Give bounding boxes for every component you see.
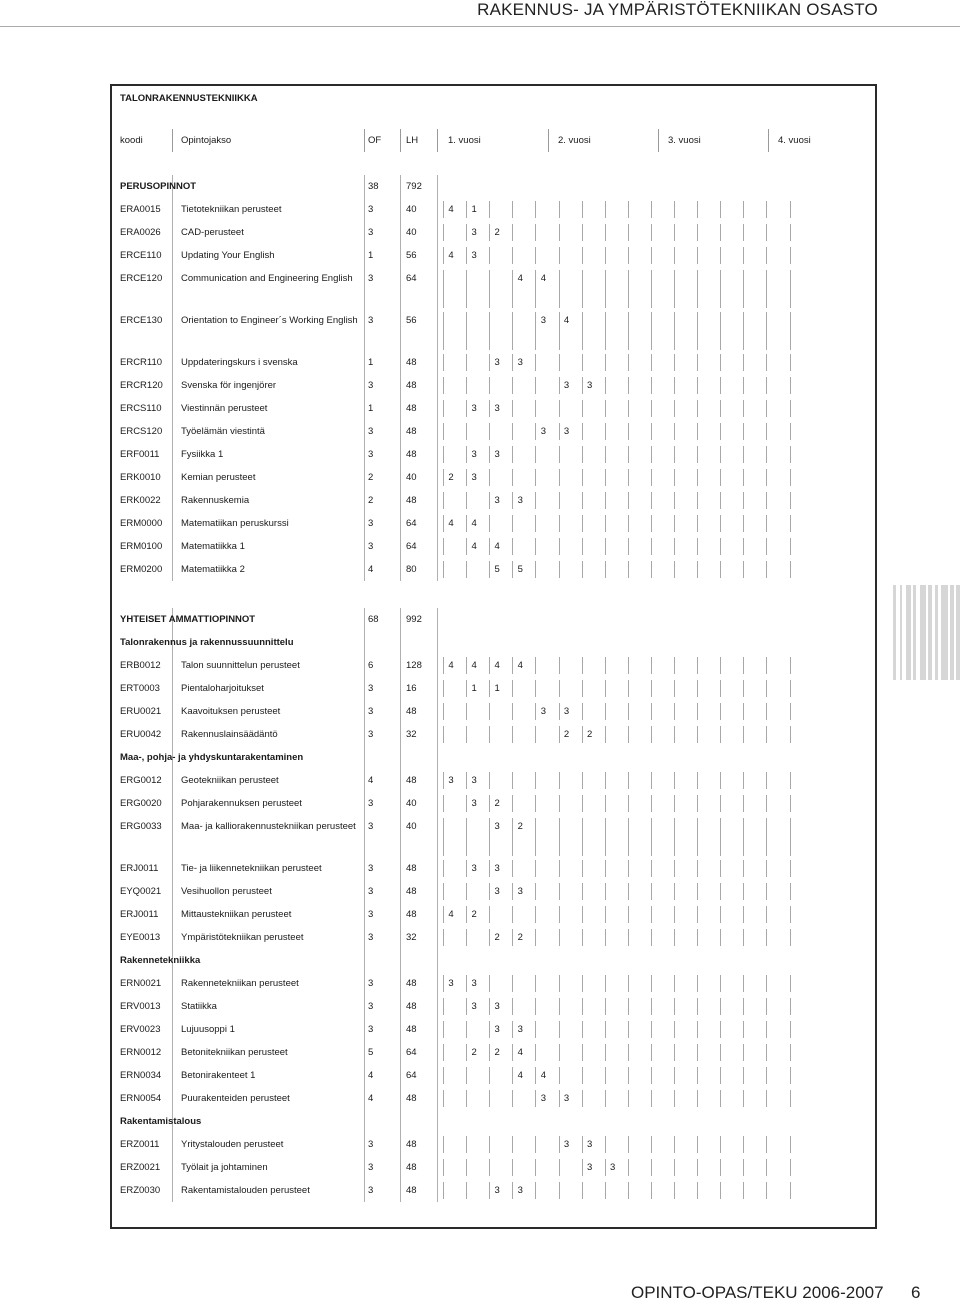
section-total-lh: 792 xyxy=(406,181,422,192)
credits-of: 4 xyxy=(368,1070,374,1081)
credits-of: 3 xyxy=(368,729,374,740)
table-row xyxy=(110,1133,877,1156)
year-credit: 3 xyxy=(471,1001,477,1012)
contact-hours: 48 xyxy=(406,1162,417,1173)
year-credit: 3 xyxy=(540,1093,547,1104)
credits-of: 3 xyxy=(368,204,374,215)
table-row xyxy=(110,466,877,489)
table-row xyxy=(110,995,877,1018)
course-code: ERZ0011 xyxy=(120,1139,160,1150)
year-credit: 3 xyxy=(540,706,547,717)
course-code: ERG0012 xyxy=(120,775,162,786)
course-name: Communication and Engineering English xyxy=(181,273,353,284)
course-code: EYE0013 xyxy=(120,932,161,943)
section-total-of: 38 xyxy=(368,181,379,192)
contact-hours: 40 xyxy=(406,204,417,215)
table-row xyxy=(110,420,877,443)
year-credit: 2 xyxy=(586,729,593,740)
course-code: ERM0200 xyxy=(120,564,163,575)
column-header-year-1: 1. vuosi xyxy=(448,135,481,146)
credits-of: 3 xyxy=(368,541,374,552)
year-credit: 3 xyxy=(471,978,477,989)
contact-hours: 48 xyxy=(406,1001,417,1012)
section-title: Rakennetekniikka xyxy=(120,955,201,966)
contact-hours: 48 xyxy=(406,495,417,506)
contact-hours: 64 xyxy=(406,541,417,552)
course-code: ERT0003 xyxy=(120,683,160,694)
section-header-row xyxy=(110,1110,877,1133)
year-credit: 3 xyxy=(540,426,547,437)
course-code: ERN0054 xyxy=(120,1093,162,1104)
course-name: Betonitekniikan perusteet xyxy=(181,1047,288,1058)
contact-hours: 40 xyxy=(406,798,417,809)
table-row xyxy=(110,723,877,746)
decorative-bar xyxy=(920,585,926,680)
year-credit: 4 xyxy=(517,660,523,671)
table-row xyxy=(110,1179,877,1202)
year-credit: 3 xyxy=(494,495,500,506)
header-title: RAKENNUS- JA YMPÄRISTÖTEKNIIKAN OSASTO xyxy=(477,0,878,19)
year-credit: 3 xyxy=(471,227,477,238)
table-row xyxy=(110,792,877,815)
course-name: Betonirakenteet 1 xyxy=(181,1070,256,1081)
contact-hours: 64 xyxy=(406,1047,417,1058)
contact-hours: 48 xyxy=(406,380,417,391)
credits-of: 3 xyxy=(368,1139,374,1150)
course-code: ERG0020 xyxy=(120,798,162,809)
credits-of: 1 xyxy=(368,250,374,261)
section-title: PERUSOPINNOT xyxy=(120,181,197,192)
year-credit: 3 xyxy=(471,449,477,460)
course-code: ERZ0030 xyxy=(120,1185,161,1196)
year-credit: 4 xyxy=(563,315,570,326)
credits-of: 4 xyxy=(368,564,374,575)
table-row xyxy=(110,309,877,355)
credits-of: 5 xyxy=(368,1047,374,1058)
year-credit: 1 xyxy=(471,683,477,694)
year-credit: 3 xyxy=(494,1001,500,1012)
contact-hours: 64 xyxy=(406,273,417,284)
course-name: Uppdateringskurs i svenska xyxy=(181,357,298,368)
year-credit: 3 xyxy=(494,449,500,460)
table-row xyxy=(110,654,877,677)
decorative-bar xyxy=(941,585,948,680)
contact-hours: 48 xyxy=(406,886,417,897)
table-row xyxy=(110,267,877,313)
course-name: Lujuusoppi 1 xyxy=(181,1024,235,1035)
contact-hours: 16 xyxy=(406,683,417,694)
contact-hours: 128 xyxy=(406,660,422,671)
contact-hours: 48 xyxy=(406,775,417,786)
course-code: ERCS110 xyxy=(120,403,162,414)
year-credit: 3 xyxy=(517,357,523,368)
section-header-row xyxy=(110,608,877,631)
credits-of: 3 xyxy=(368,426,374,437)
year-credit: 2 xyxy=(494,1047,500,1058)
contact-hours: 48 xyxy=(406,978,417,989)
year-credit: 3 xyxy=(563,1093,570,1104)
year-credit: 2 xyxy=(517,932,523,943)
course-name: Vesihuollon perusteet xyxy=(181,886,272,897)
credits-of: 3 xyxy=(368,380,374,391)
credits-of: 3 xyxy=(368,932,374,943)
year-credit: 3 xyxy=(517,1185,523,1196)
table-row xyxy=(110,443,877,466)
credits-of: 3 xyxy=(368,706,374,717)
column-header-lh: LH xyxy=(406,135,419,146)
decorative-bar xyxy=(928,585,932,680)
table-title: TALONRAKENNUSTEKNIIKKA xyxy=(120,93,258,104)
course-code: ERCE130 xyxy=(120,315,163,326)
credits-of: 1 xyxy=(368,403,374,414)
course-name: Ympäristötekniikan perusteet xyxy=(181,932,304,943)
year-credit: 2 xyxy=(494,932,500,943)
credits-of: 3 xyxy=(368,273,374,284)
course-name: Rakentamistalouden perusteet xyxy=(181,1185,310,1196)
year-credit: 3 xyxy=(471,775,477,786)
credits-of: 3 xyxy=(368,1001,374,1012)
table-row xyxy=(110,903,877,926)
credits-of: 3 xyxy=(368,315,374,326)
contact-hours: 80 xyxy=(406,564,417,575)
contact-hours: 56 xyxy=(406,315,417,326)
year-credit: 3 xyxy=(471,798,477,809)
course-name: Kaavoituksen perusteet xyxy=(181,706,281,717)
course-code: ERN0034 xyxy=(120,1070,162,1081)
year-credit: 3 xyxy=(610,1162,616,1173)
section-title: Rakentamistalous xyxy=(120,1116,202,1127)
column-header-code: koodi xyxy=(120,135,143,146)
course-name: Tie- ja liikennetekniikan perusteet xyxy=(181,863,322,874)
column-header-year-2: 2. vuosi xyxy=(558,135,591,146)
year-credit: 4 xyxy=(517,1047,523,1058)
course-code: ERCE110 xyxy=(120,250,162,261)
course-name: Svenska för ingenjörer xyxy=(181,380,277,391)
course-code: ERCE120 xyxy=(120,273,163,284)
course-code: ERF0011 xyxy=(120,449,160,460)
year-credit: 4 xyxy=(448,518,454,529)
year-credit: 4 xyxy=(517,1070,523,1081)
course-name: Statiikka xyxy=(181,1001,217,1012)
year-credit: 3 xyxy=(494,821,500,832)
year-credit: 4 xyxy=(517,273,523,284)
table-row xyxy=(110,677,877,700)
contact-hours: 48 xyxy=(406,403,417,414)
course-name: Updating Your English xyxy=(181,250,275,261)
course-name: Pohjarakennuksen perusteet xyxy=(181,798,302,809)
decorative-bar xyxy=(956,585,960,680)
year-credit: 2 xyxy=(494,798,500,809)
table-row xyxy=(110,221,877,244)
year-credit: 4 xyxy=(494,541,500,552)
year-credit: 4 xyxy=(448,660,454,671)
table-row xyxy=(110,1064,877,1087)
year-credit: 3 xyxy=(563,426,570,437)
year-credit: 3 xyxy=(471,250,477,261)
year-credit: 3 xyxy=(586,380,593,391)
section-total-of: 68 xyxy=(368,614,379,625)
contact-hours: 40 xyxy=(406,821,417,832)
year-credit: 2 xyxy=(471,909,477,920)
credits-of: 3 xyxy=(368,798,374,809)
course-code: ERZ0021 xyxy=(120,1162,161,1173)
table-row xyxy=(110,374,877,397)
table-row xyxy=(110,972,877,995)
contact-hours: 48 xyxy=(406,1139,417,1150)
year-credit: 2 xyxy=(517,821,523,832)
credits-of: 3 xyxy=(368,886,374,897)
column-header-year-3: 3. vuosi xyxy=(668,135,701,146)
year-credit: 4 xyxy=(471,541,477,552)
decorative-bar xyxy=(906,585,911,680)
table-row xyxy=(110,351,877,374)
contact-hours: 32 xyxy=(406,932,417,943)
contact-hours: 48 xyxy=(406,1185,417,1196)
year-credit: 3 xyxy=(448,978,454,989)
credits-of: 4 xyxy=(368,1093,374,1104)
decorative-bar xyxy=(935,585,938,680)
course-name: Orientation to Engineer´s Working English xyxy=(181,315,358,326)
credits-of: 3 xyxy=(368,518,374,529)
credits-of: 3 xyxy=(368,1162,374,1173)
course-name: Puurakenteiden perusteet xyxy=(181,1093,290,1104)
header-rule xyxy=(0,26,960,27)
year-credit: 2 xyxy=(448,472,454,483)
course-name: Työelämän viestintä xyxy=(181,426,265,437)
contact-hours: 40 xyxy=(406,472,417,483)
course-code: ERCR110 xyxy=(120,357,163,368)
contact-hours: 32 xyxy=(406,729,417,740)
table-row xyxy=(110,512,877,535)
year-credit: 5 xyxy=(494,564,500,575)
year-credit: 4 xyxy=(448,909,454,920)
column-header-course: Opintojakso xyxy=(181,135,232,146)
contact-hours: 48 xyxy=(406,1024,417,1035)
credits-of: 3 xyxy=(368,821,374,832)
course-name: Matematiikka 2 xyxy=(181,564,245,575)
contact-hours: 64 xyxy=(406,518,417,529)
section-title: YHTEISET AMMATTIOPINNOT xyxy=(120,614,256,625)
year-credit: 2 xyxy=(471,1047,477,1058)
credits-of: 4 xyxy=(368,775,374,786)
section-total-lh: 992 xyxy=(406,614,422,625)
year-credit: 3 xyxy=(494,1024,500,1035)
course-code: ERG0033 xyxy=(120,821,162,832)
course-name: Yritystalouden perusteet xyxy=(181,1139,284,1150)
course-code: ERU0021 xyxy=(120,706,162,717)
year-credit: 3 xyxy=(494,1185,500,1196)
contact-hours: 48 xyxy=(406,449,417,460)
year-credit: 4 xyxy=(471,660,477,671)
course-code: ERK0010 xyxy=(120,472,161,483)
contact-hours: 48 xyxy=(406,706,417,717)
year-credit: 3 xyxy=(586,1162,593,1173)
year-credit: 3 xyxy=(494,886,500,897)
table-row xyxy=(110,769,877,792)
credits-of: 3 xyxy=(368,1185,374,1196)
year-credit: 3 xyxy=(563,1139,570,1150)
decorative-bar xyxy=(913,585,916,680)
credits-of: 3 xyxy=(368,909,374,920)
table-row xyxy=(110,1018,877,1041)
contact-hours: 48 xyxy=(406,863,417,874)
section-header-row xyxy=(110,175,877,198)
table-row xyxy=(110,1156,877,1179)
year-credit: 4 xyxy=(448,250,454,261)
course-code: ERM0000 xyxy=(120,518,163,529)
section-title: Talonrakennus ja rakennussuunnittelu xyxy=(120,637,294,648)
course-code: ERN0021 xyxy=(120,978,162,989)
decorative-bar xyxy=(893,585,896,680)
year-credit: 4 xyxy=(540,273,547,284)
course-code: ERV0023 xyxy=(120,1024,161,1035)
course-code: EYQ0021 xyxy=(120,886,162,897)
decorative-bar xyxy=(900,585,902,680)
section-header-row xyxy=(110,746,877,769)
table-row xyxy=(110,535,877,558)
course-name: Viestinnän perusteet xyxy=(181,403,268,414)
credits-of: 6 xyxy=(368,660,374,671)
course-code: ERJ0011 xyxy=(120,909,159,920)
section-header-row xyxy=(110,949,877,972)
table-row xyxy=(110,857,877,880)
course-code: ERA0015 xyxy=(120,204,161,215)
year-credit: 3 xyxy=(494,863,500,874)
year-credit: 2 xyxy=(494,227,500,238)
course-name: Mittaustekniikan perusteet xyxy=(181,909,292,920)
course-name: Geotekniikan perusteet xyxy=(181,775,279,786)
year-credit: 3 xyxy=(471,863,477,874)
contact-hours: 64 xyxy=(406,1070,417,1081)
year-credit: 3 xyxy=(540,315,547,326)
course-name: Talon suunnittelun perusteet xyxy=(181,660,300,671)
contact-hours: 40 xyxy=(406,227,417,238)
year-credit: 3 xyxy=(563,706,570,717)
contact-hours: 48 xyxy=(406,357,417,368)
course-name: Rakennuskemia xyxy=(181,495,250,506)
credits-of: 3 xyxy=(368,449,374,460)
column-header-of: OF xyxy=(368,135,382,146)
course-name: Työlait ja johtaminen xyxy=(181,1162,268,1173)
table-row xyxy=(110,700,877,723)
year-credit: 3 xyxy=(586,1139,593,1150)
course-code: ERB0012 xyxy=(120,660,161,671)
column-header-year-4: 4. vuosi xyxy=(778,135,811,146)
credits-of: 3 xyxy=(368,978,374,989)
year-credit: 3 xyxy=(471,472,477,483)
contact-hours: 48 xyxy=(406,909,417,920)
year-credit: 3 xyxy=(563,380,570,391)
course-code: ERJ0011 xyxy=(120,863,159,874)
course-code: ERA0026 xyxy=(120,227,161,238)
year-credit: 3 xyxy=(494,403,500,414)
credits-of: 3 xyxy=(368,683,374,694)
year-credit: 3 xyxy=(494,357,500,368)
course-code: ERM0100 xyxy=(120,541,163,552)
credits-of: 3 xyxy=(368,1024,374,1035)
credits-of: 2 xyxy=(368,495,374,506)
credits-of: 3 xyxy=(368,863,374,874)
course-name: Pientaloharjoitukset xyxy=(181,683,264,694)
credits-of: 1 xyxy=(368,357,374,368)
contact-hours: 48 xyxy=(406,1093,417,1104)
course-name: CAD-perusteet xyxy=(181,227,244,238)
course-code: ERU0042 xyxy=(120,729,162,740)
year-credit: 4 xyxy=(471,518,477,529)
table-row xyxy=(110,926,877,949)
year-credit: 4 xyxy=(448,204,454,215)
table-row xyxy=(110,198,877,221)
footer-title: OPINTO-OPAS/TEKU 2006-2007 xyxy=(631,1283,884,1302)
year-credit: 1 xyxy=(471,204,477,215)
column-header-row xyxy=(110,129,877,152)
course-code: ERK0022 xyxy=(120,495,161,506)
table-row xyxy=(110,1087,877,1110)
decorative-bar xyxy=(950,585,954,680)
page-number: 6 xyxy=(911,1283,921,1302)
course-name: Matematiikka 1 xyxy=(181,541,245,552)
table-row xyxy=(110,244,877,267)
section-title: Maa-, pohja- ja yhdyskuntarakentaminen xyxy=(120,752,304,763)
course-name: Matematiikan peruskurssi xyxy=(181,518,289,529)
course-name: Fysiikka 1 xyxy=(181,449,224,460)
course-code: ERCS120 xyxy=(120,426,163,437)
contact-hours: 48 xyxy=(406,426,417,437)
year-credit: 3 xyxy=(517,495,523,506)
year-credit: 5 xyxy=(517,564,523,575)
table-row xyxy=(110,397,877,420)
course-code: ERN0012 xyxy=(120,1047,162,1058)
credits-of: 3 xyxy=(368,227,374,238)
table-row xyxy=(110,489,877,512)
course-name: Kemian perusteet xyxy=(181,472,256,483)
course-code: ERCR120 xyxy=(120,380,163,391)
section-header-row xyxy=(110,631,877,654)
contact-hours: 56 xyxy=(406,250,417,261)
course-name: Rakennetekniikan perusteet xyxy=(181,978,299,989)
course-name: Maa- ja kalliorakennustekniikan perusteet xyxy=(181,821,356,832)
year-credit: 1 xyxy=(494,683,500,694)
year-credit: 3 xyxy=(448,775,454,786)
year-credit: 3 xyxy=(517,1024,523,1035)
credits-of: 2 xyxy=(368,472,374,483)
course-name: Rakennuslainsäädäntö xyxy=(181,729,278,740)
table-row xyxy=(110,1041,877,1064)
table-title-row xyxy=(110,87,877,110)
table-row xyxy=(110,880,877,903)
year-credit: 2 xyxy=(563,729,570,740)
year-credit: 4 xyxy=(540,1070,547,1081)
year-credit: 3 xyxy=(517,886,523,897)
table-row xyxy=(110,815,877,861)
year-credit: 4 xyxy=(494,660,500,671)
table-row xyxy=(110,558,877,581)
year-credit: 3 xyxy=(471,403,477,414)
course-name: Tietotekniikan perusteet xyxy=(181,204,282,215)
course-code: ERV0013 xyxy=(120,1001,161,1012)
